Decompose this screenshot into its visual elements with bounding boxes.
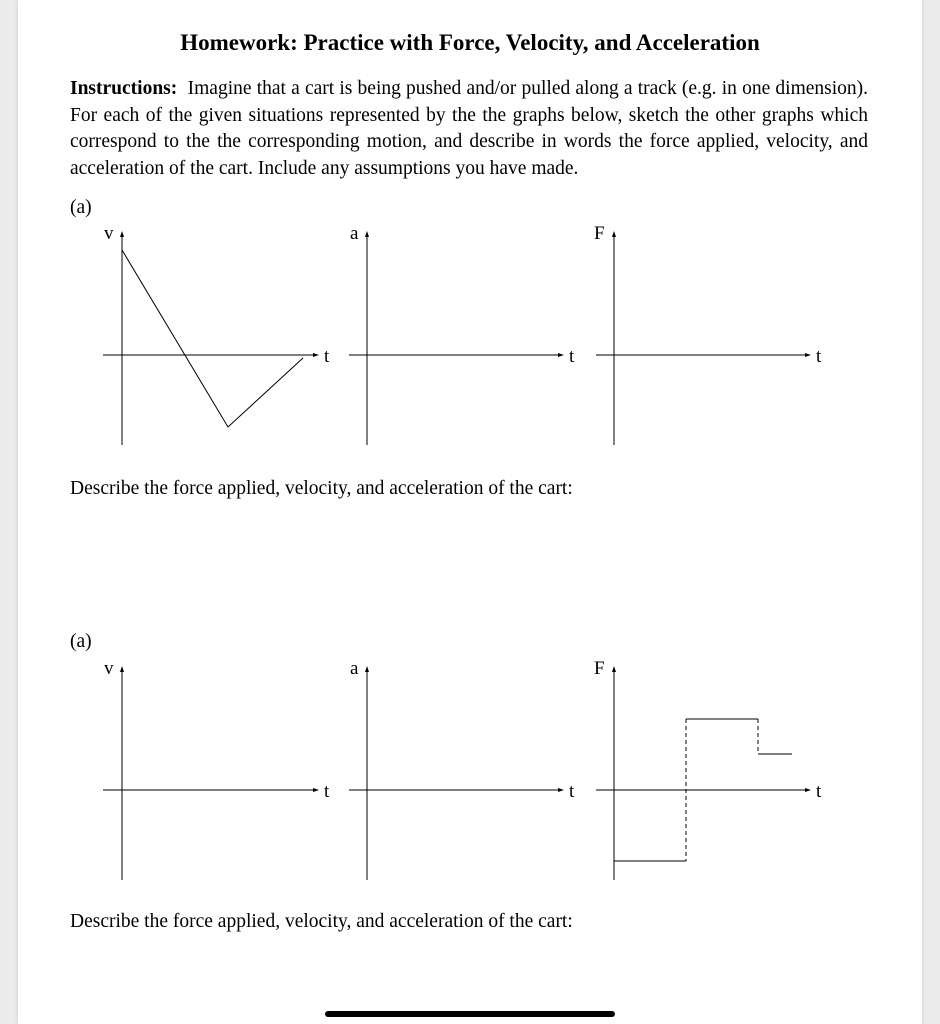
force-x-label: t <box>816 781 822 802</box>
problem-2-force-graph <box>594 658 822 880</box>
problem-1-velocity-graph <box>103 223 330 445</box>
force-y-label: F <box>594 223 605 244</box>
problem-2-velocity-graph <box>103 658 330 880</box>
force-x-arrow <box>805 788 811 792</box>
problem-1-label: (a) <box>70 197 92 218</box>
instructions-label: Instructions: <box>70 78 178 99</box>
problem-2-acceleration-graph <box>349 658 575 880</box>
problem-2-label: (a) <box>70 631 92 652</box>
acceleration-x-label: t <box>569 346 575 367</box>
velocity-x-label: t <box>324 781 330 802</box>
problem-2-graphs <box>18 650 922 890</box>
acceleration-y-arrow <box>365 231 369 237</box>
problem-1-force-graph <box>594 223 822 445</box>
force-y-label: F <box>594 658 605 679</box>
velocity-x-arrow <box>313 788 319 792</box>
velocity-x-arrow <box>313 353 319 357</box>
problem-1-describe-prompt: Describe the force applied, velocity, and acceleration of the cart: <box>70 478 573 499</box>
page-title: Homework: Practice with Force, Velocity, and Acceleration <box>180 30 760 55</box>
home-indicator[interactable] <box>325 1011 615 1017</box>
velocity-curve <box>122 250 303 427</box>
acceleration-x-arrow <box>558 353 564 357</box>
problem-1-acceleration-graph <box>349 223 575 445</box>
acceleration-y-label: a <box>350 223 359 244</box>
acceleration-y-label: a <box>350 658 359 679</box>
velocity-x-label: t <box>324 346 330 367</box>
document-page <box>18 0 922 1024</box>
velocity-y-arrow <box>120 666 124 672</box>
force-y-arrow <box>612 231 616 237</box>
problem-2-describe-prompt: Describe the force applied, velocity, and acceleration of the cart: <box>70 911 573 932</box>
instructions-text: Imagine that a cart is being pushed and/or pulled along a track (e.g. in one dimension). For each of the given situations represented by the the graphs below, sketch the other graphs which correspond to the the corresponding motion, and describe in words the force applied, velocity, and acceleration of the cart. Include any assumptions you have made. <box>70 78 869 179</box>
problem-1-graphs <box>18 215 922 455</box>
velocity-y-label: v <box>104 658 114 679</box>
velocity-y-label: v <box>104 223 114 244</box>
force-x-arrow <box>805 353 811 357</box>
acceleration-x-arrow <box>558 788 564 792</box>
force-x-label: t <box>816 346 822 367</box>
force-y-arrow <box>612 666 616 672</box>
acceleration-x-label: t <box>569 781 575 802</box>
instructions-paragraph <box>70 76 868 182</box>
acceleration-y-arrow <box>365 666 369 672</box>
velocity-y-arrow <box>120 231 124 237</box>
